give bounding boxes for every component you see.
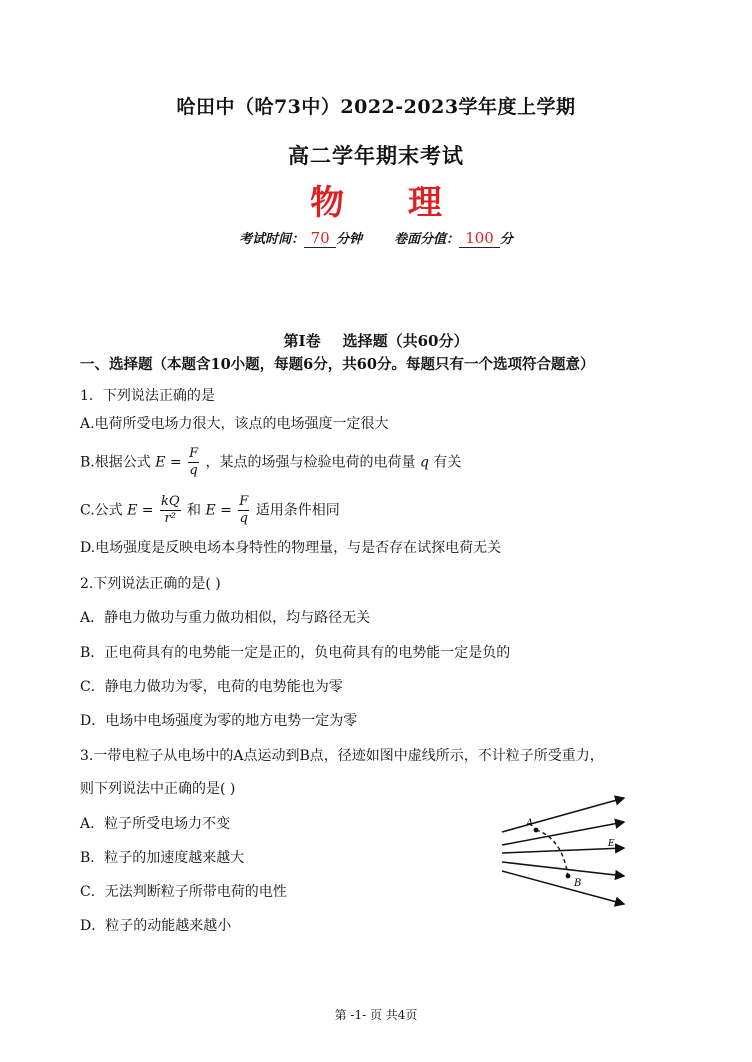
exam-meta — [0, 228, 752, 248]
q3-stem-line-1: 3.一带电粒子从电场中的A点运动到B点，径迹如图中虚线所示，不计粒子所受重力， — [80, 748, 604, 764]
part-heading — [0, 330, 752, 351]
label-a: A — [526, 818, 534, 829]
section-instruction: 一、选择题（本题含10小题，每题6分，共60分。每题只有一个选项符合题意） — [80, 356, 595, 373]
q3-option-c: C．无法判断粒子所带电荷的电性 — [80, 884, 287, 900]
fraction-f-over-q: $\frac{F}{q}$ — [189, 446, 199, 478]
q2-option-d: D．电场中电场强度为零的地方电势一定为零 — [80, 713, 358, 729]
page-footer: 第 -1- 页 共4页 — [334, 1008, 418, 1022]
fraction-f-over-q-2: $\frac{F}{q}$ — [239, 494, 249, 526]
q3-stem-line-2: 则下列说法中正确的是( ) — [80, 781, 236, 797]
time-value: 70 — [304, 229, 336, 248]
formula-e: E = — [155, 454, 182, 471]
q2-option-a: A．静电力做功与重力做功相似，均与路径无关 — [80, 610, 371, 626]
part-title: 第Ⅰ卷 — [283, 332, 321, 350]
time-label: 考试时间： — [239, 232, 305, 247]
q2-stem: 2.下列说法正确的是( ) — [80, 576, 221, 592]
part-subtitle: 选择题（共60分） — [342, 332, 469, 350]
subject-title: 物 理 — [310, 183, 468, 223]
field-line-4 — [502, 862, 624, 876]
label-b: B — [574, 878, 582, 889]
q3-option-d: D．粒子的动能越来越小 — [80, 918, 232, 934]
label-e: E — [608, 839, 615, 849]
q2-option-b: B．正电荷具有的电势能一定是正的，负电荷具有的电势能一定是负的 — [80, 645, 511, 661]
point-a — [534, 828, 539, 833]
field-line-5 — [502, 871, 624, 904]
score-label: 卷面分值： — [394, 232, 460, 247]
q3-option-b: B．粒子的加速度越来越大 — [80, 850, 245, 866]
q1-option-c: C.公式 E = $\frac{kQ}{\text{r²}}$ 和 E = $\frac{F}{q}$ 适用条件相同 — [80, 494, 340, 526]
point-b — [566, 874, 571, 879]
exam-title: 高二学年期末考试 — [288, 143, 464, 168]
fraction-kq-over-r2: $\frac{kQ}{\text{r²}}$ — [160, 494, 180, 526]
school-title: 哈田中（哈73中）2022-2023学年度上学期 — [176, 96, 576, 118]
q2-option-c: C．静电力做功为零，电荷的电势能也为零 — [80, 679, 343, 695]
q1-stem: 1．下列说法正确的是 — [80, 388, 215, 404]
field-line-2 — [502, 822, 624, 845]
score-unit: 分 — [499, 232, 513, 247]
field-line-3 — [502, 848, 624, 853]
q1-option-d: D.电场强度是反映电场本身特性的物理量，与是否存在试探电荷无关 — [80, 540, 502, 556]
q1-option-b: B.根据公式 E = $\frac{F}{q}$ ，某点的场强与检验电荷的电荷量 q 有关 — [80, 446, 462, 478]
time-unit: 分钟 — [336, 232, 363, 247]
field-lines-figure — [496, 790, 632, 910]
q3-option-a: A．粒子所受电场力不变 — [80, 816, 231, 832]
field-line-1 — [502, 798, 624, 832]
score-value: 100 — [459, 229, 500, 248]
q1-option-a: A.电荷所受电场力很大，该点的电场强度一定很大 — [80, 416, 389, 432]
